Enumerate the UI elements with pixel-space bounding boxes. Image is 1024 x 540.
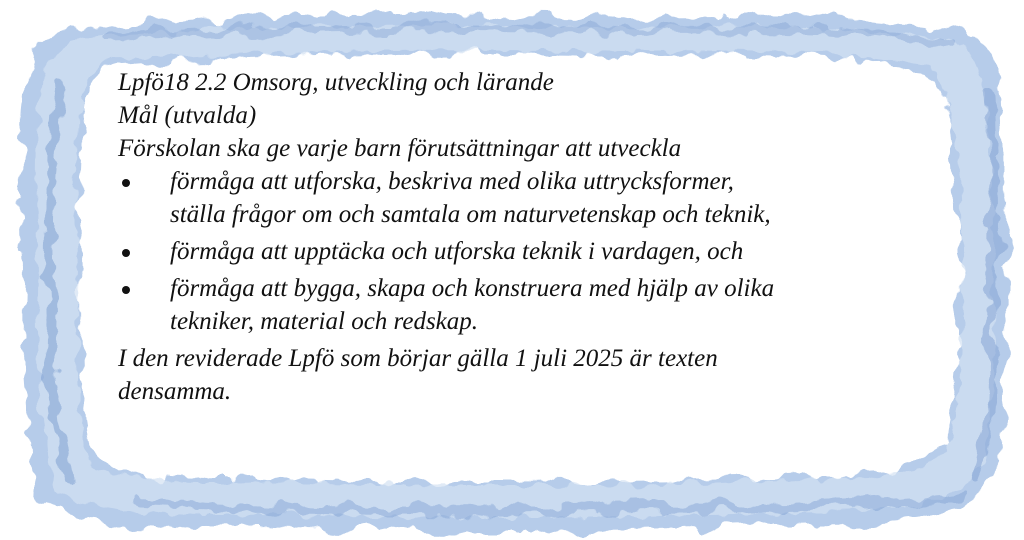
goal-line: förmåga att bygga, skapa och konstruera med hjälp av olika (170, 275, 775, 302)
curriculum-heading: Lpfö18 2.2 Omsorg, utveckling och lärande (118, 69, 554, 96)
goal-line: ställa frågor om och samtala om naturvetenskap och teknik, (170, 201, 771, 228)
goal-line: förmåga att upptäcka och utforska teknik i vardagen, och (170, 238, 744, 265)
bullet-icon (122, 179, 130, 187)
closing-note-line: densamma. (118, 378, 232, 405)
goal-list (118, 165, 918, 338)
curriculum-subheading: Mål (utvalda) (118, 102, 257, 129)
list-item (118, 235, 918, 268)
goal-line: förmåga att utforska, beskriva med olika uttrycksformer, (170, 168, 734, 195)
curriculum-intro: Förskolan ska ge varje barn förutsättningar att utveckla (118, 135, 682, 162)
closing-note-line: I den reviderade Lpfö som börjar gälla 1 juli 2025 är texten (118, 345, 718, 372)
bullet-icon (122, 249, 130, 257)
list-item (118, 272, 918, 338)
list-item (118, 165, 918, 231)
goal-line: tekniker, material och redskap. (170, 308, 479, 335)
curriculum-text (118, 66, 918, 408)
bullet-icon (122, 286, 130, 294)
